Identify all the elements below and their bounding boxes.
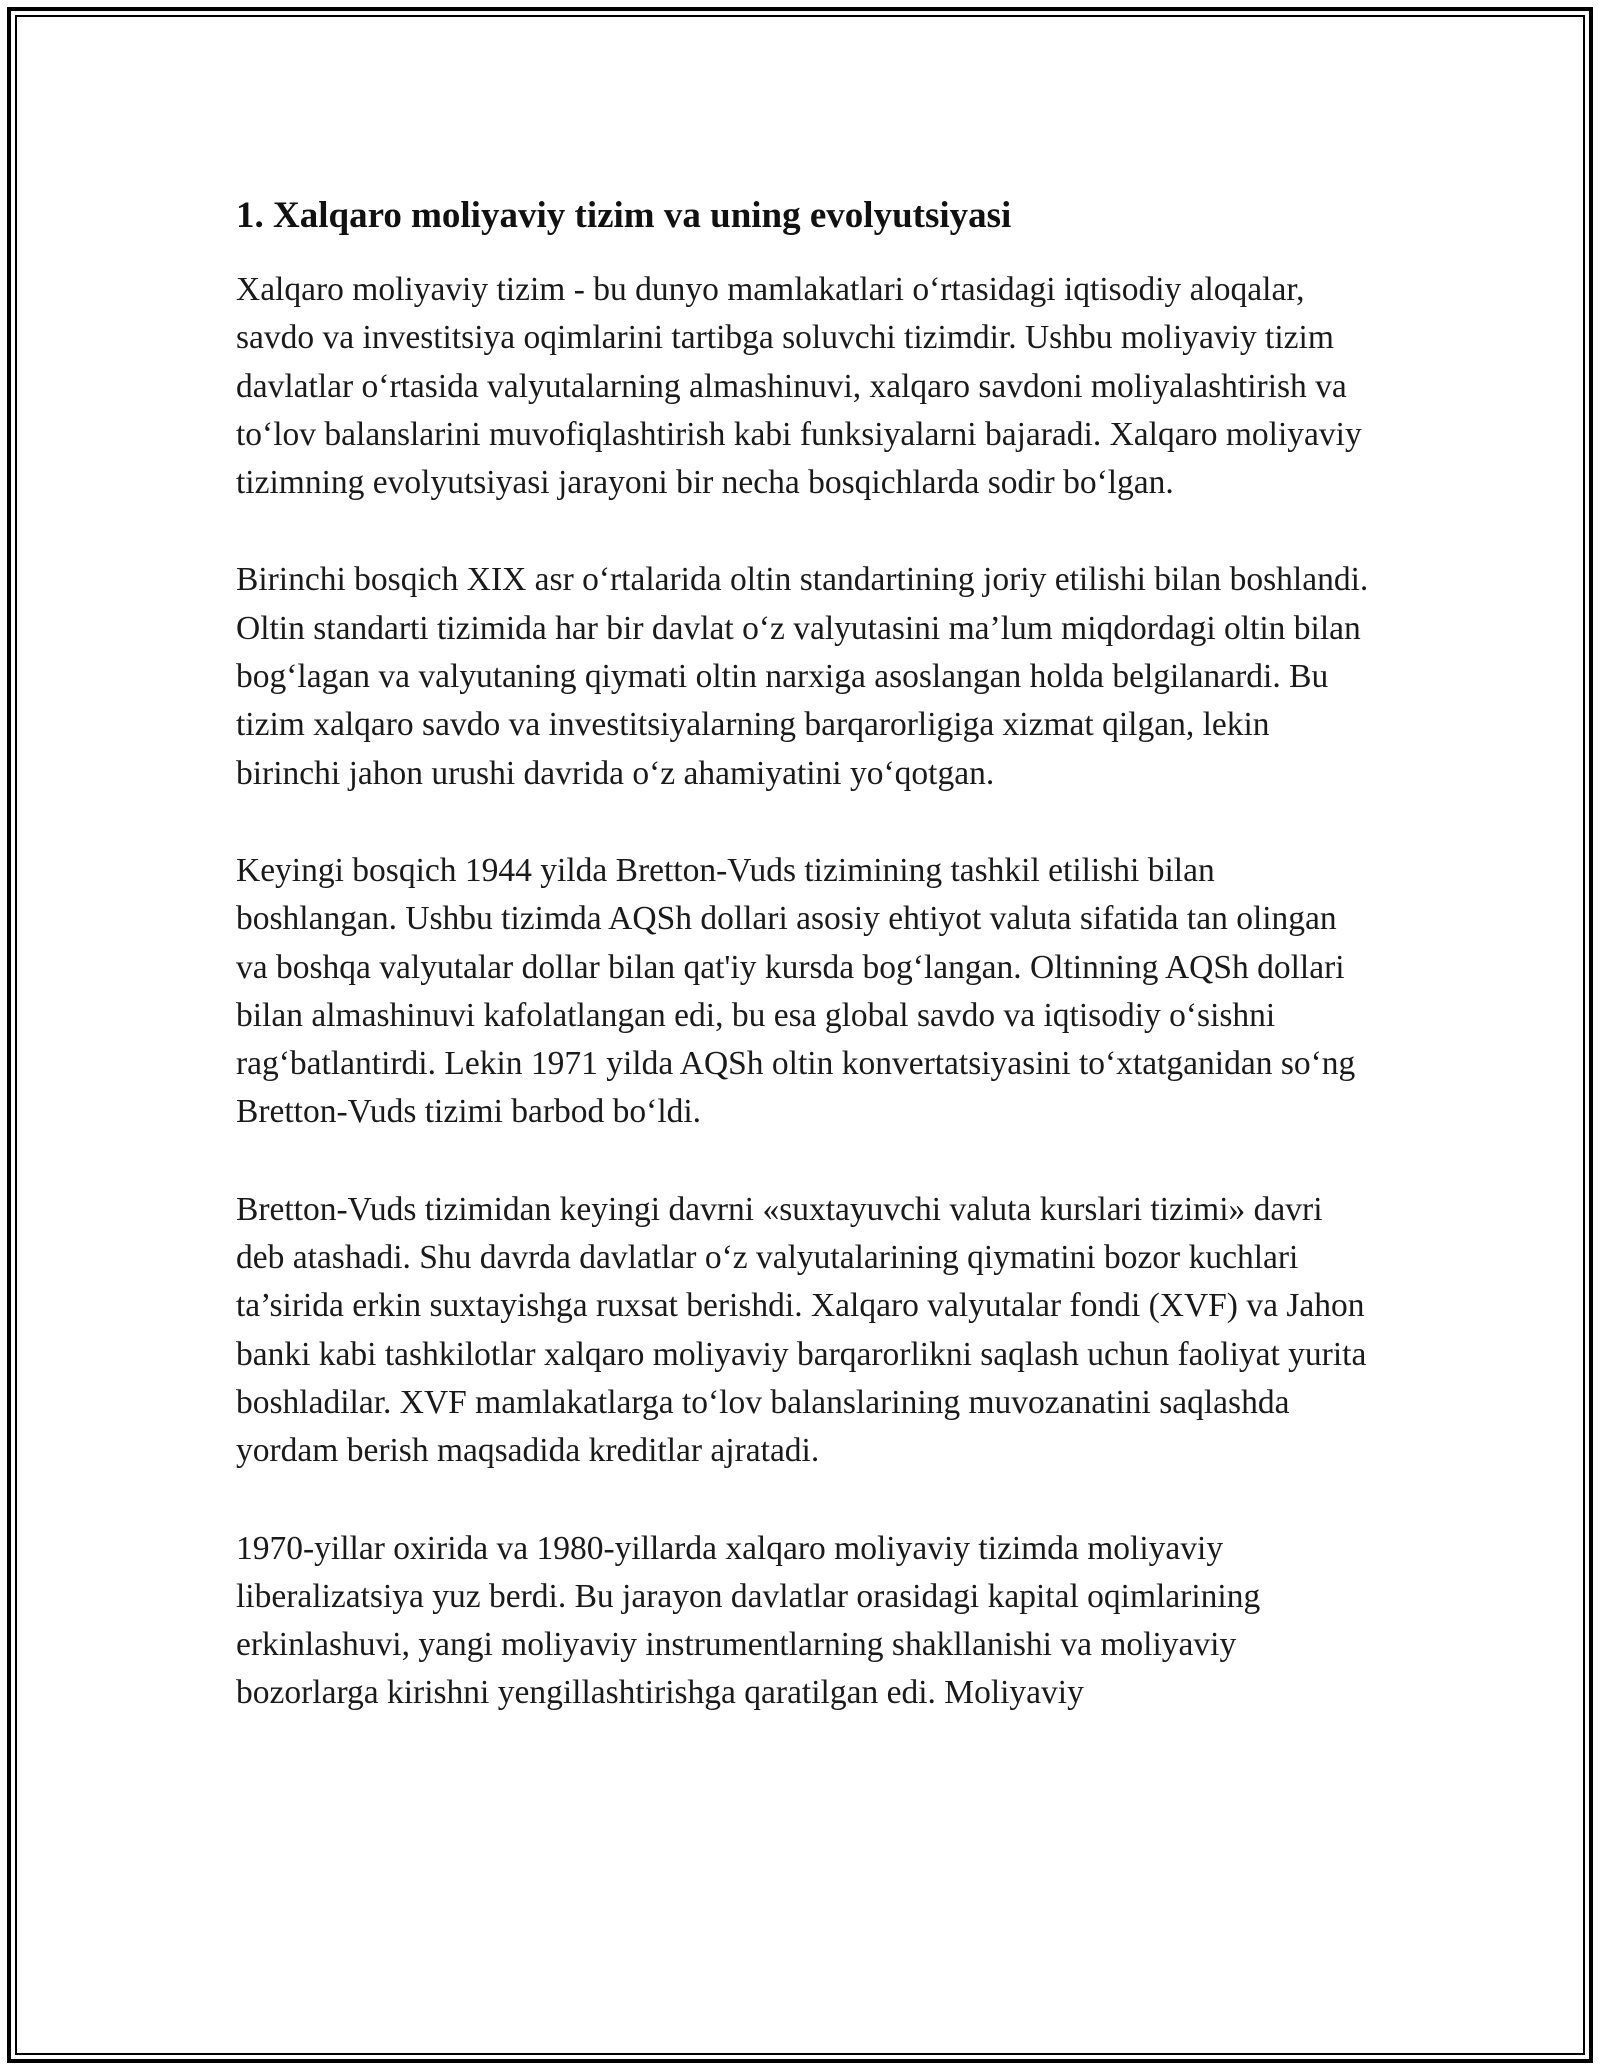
paragraph-liberalization: 1970-yillar oxirida va 1980-yillarda xalqaro moliyaviy tizimda moliyaviy liberalizatsiya yuz berdi. Bu jarayon davlatlar orasidagi kapital oqimlarining erkinlashuvi, yangi moliyaviy instrumentlarning shakllanishi va moliyaviy bozorlarga kirishni yengillashtirishga qaratilgan edi. Moliyaviy (236, 1529, 1261, 1712)
section-heading: 1. Xalqaro moliyaviy tizim va uning evolyutsiyasi (236, 195, 1012, 236)
paragraph-bretton-woods: Keyingi bosqich 1944 yilda Bretton-Vuds tizimining tashkil etilishi bilan boshlangan. Ushbu tizimda AQSh dollari asosiy ehtiyot valuta sifatida tan olingan va boshqa valyutalar dollar bilan qat'iy kursda bog‘langan. Oltinning AQSh dollari bilan almashinuvi kafolatlangan edi, bu esa global savdo va iqtisodiy o‘sishni rag‘batlantirdi. Lekin 1971 yilda AQSh oltin konvertatsiyasini to‘xtatganidan so‘ng Bretton-Vuds tizimi barbod bo‘ldi. (236, 851, 1356, 1131)
paragraph-floating-rates: Bretton-Vuds tizimidan keyingi davrni «suxtayuvchi valuta kurslari tizimi» davri deb atashadi. Shu davrda davlatlar o‘z valyutalarining qiymatini bozor kuchlari ta’sirida erkin suxtayishga ruxsat berishdi. Xalqaro valyutalar fondi (XVF) va Jahon banki kabi tashkilotlar xalqaro moliyaviy barqarorlikni saqlash uchun faoliyat yurita boshladilar. XVF mamlakatlarga to‘lov balanslarining muvozanatini saqlashda yordam berish maqsadida kreditlar ajratadi. (236, 1190, 1367, 1470)
paragraph-gold-standard: Birinchi bosqich XIX asr o‘rtalarida oltin standartining joriy etilishi bilan boshlandi. Oltin standarti tizimida har bir davlat o‘z valyutasini ma’lum miqdordagi oltin bilan bog‘lagan va valyutaning qiymati oltin narxiga asoslangan holda belgilanardi. Bu tizim xalqaro savdo va investitsiyalarning barqarorligiga xizmat qilgan, lekin birinchi jahon urushi davrida o‘z ahamiyatini yo‘qotgan. (236, 561, 1369, 792)
paragraph-intro: Xalqaro moliyaviy tizim - bu dunyo mamlakatlari o‘rtasidagi iqtisodiy aloqalar, savdo va investitsiya oqimlarini tartibga soluvchi tizimdir. Ushbu moliyaviy tizim davlatlar o‘rtasida valyutalarning almashinuvi, xalqaro savdoni moliyalashtirish va to‘lov balanslarini muvofiqlashtirish kabi funksiyalarni bajaradi. Xalqaro moliyaviy tizimning evolyutsiyasi jarayoni bir necha bosqichlarda sodir bo‘lgan. (236, 271, 1362, 502)
document-body (236, 188, 1376, 1767)
